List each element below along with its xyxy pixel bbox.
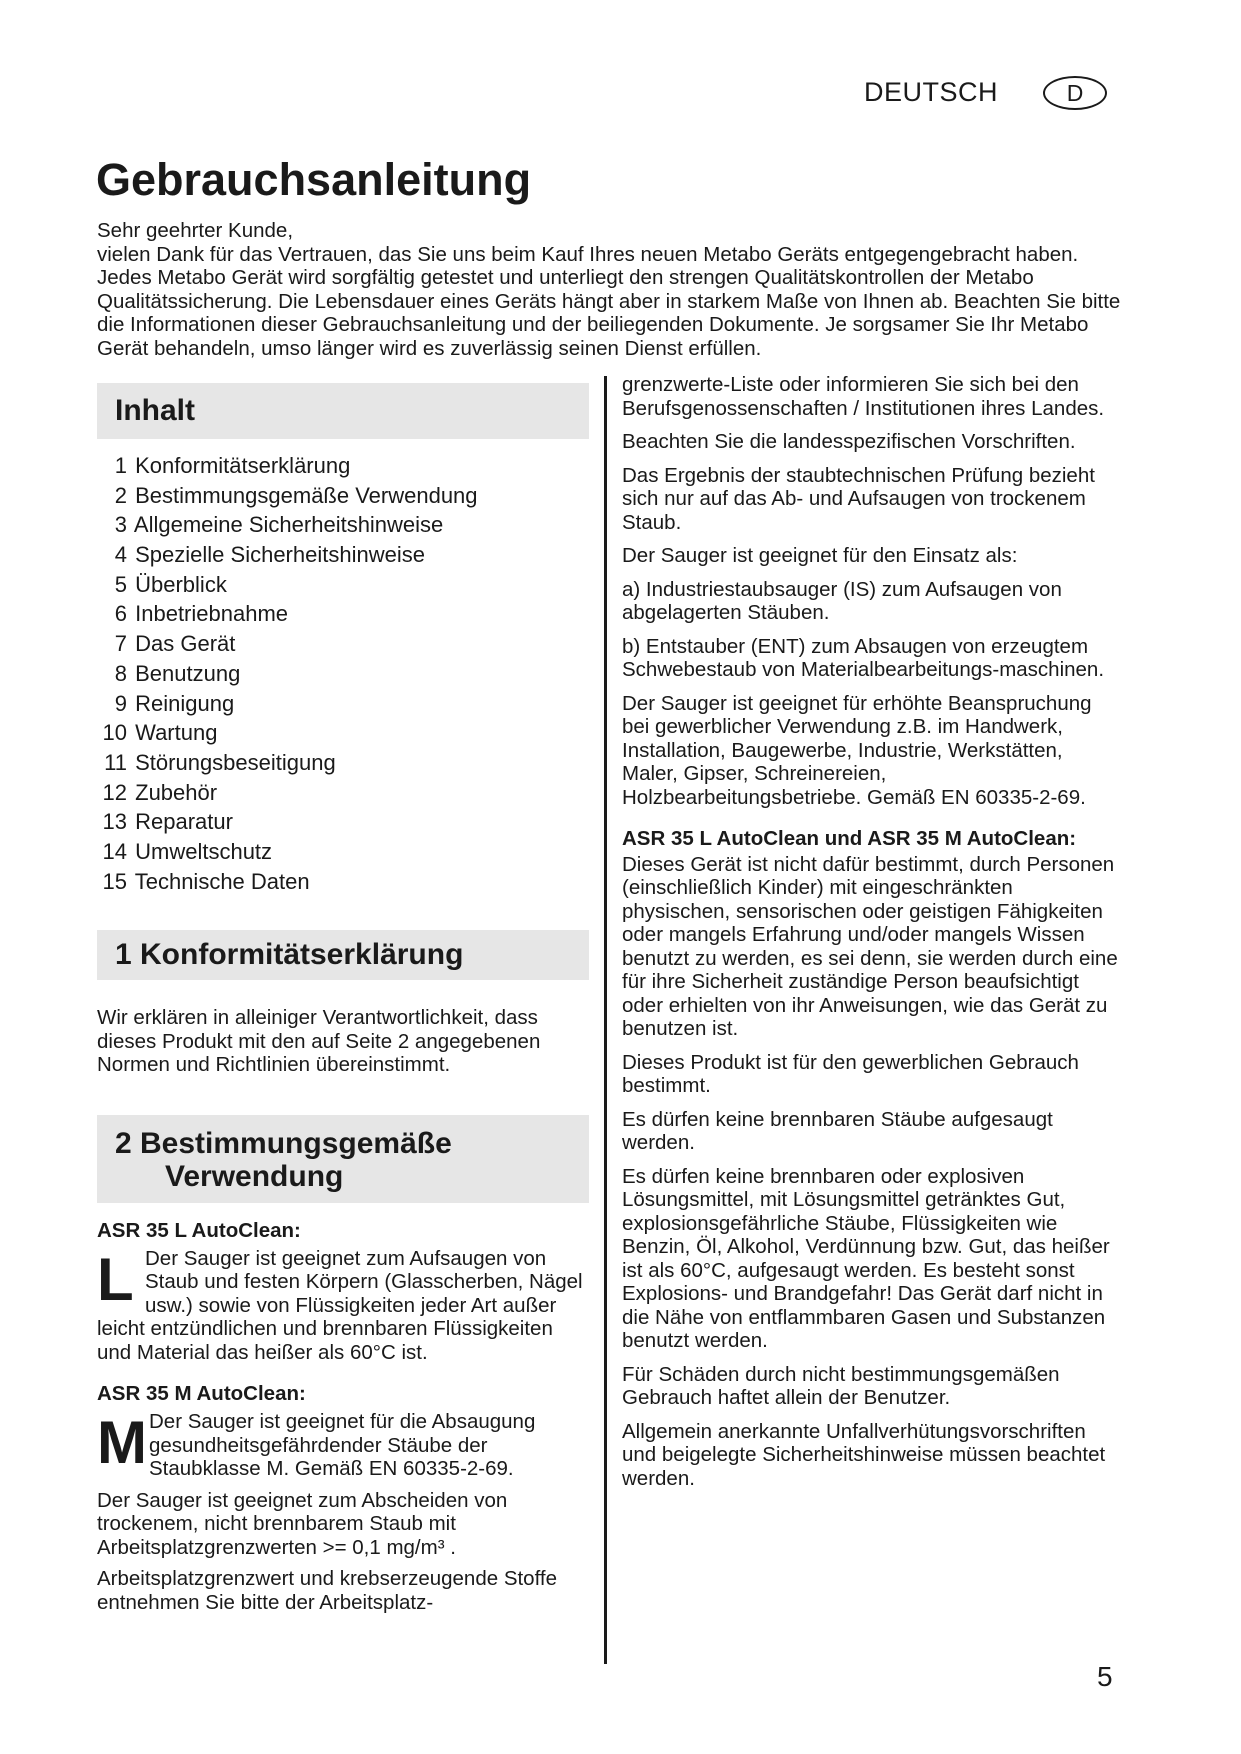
toc-item[interactable]: 1 Konformitätserklärung <box>114 453 351 478</box>
toc-item[interactable]: 11 Störungsbeseitigung <box>104 749 336 775</box>
paragraph: Allgemein anerkannte Unfallverhütungsvorschriften und beigelegte Sicherheitshinweise müssen beachtet werden. <box>622 1419 1106 1490</box>
paragraph: a) Industriestaubsauger (IS) zum Aufsaugen von abgelagerten Stäuben. <box>622 577 1062 624</box>
toc-item[interactable]: 7 Das Gerät <box>114 631 236 657</box>
toc-item[interactable]: 13 Reparatur <box>102 809 233 835</box>
toc-item[interactable]: 14 Umweltschutz <box>102 838 273 864</box>
asr-m-block <box>97 1410 589 1481</box>
toc-item[interactable]: 8 Benutzung <box>114 660 241 686</box>
paragraph: Der Sauger ist geeignet für den Einsatz als: <box>622 544 1018 567</box>
toc-item[interactable]: 6 Inbetriebnahme <box>114 601 289 627</box>
toc-item[interactable]: 2 Bestimmungsgemäße Verwendung <box>114 482 478 508</box>
paragraph: Es dürfen keine brennbaren oder explosiven Lösungsmittel, mit Lösungsmittel getränktes Gut, explosionsgefährliche Stäube, Flüssigkeiten wie Benzin, Öl, Alkohol, Verdünnung bzw. Gut, das heißer ist als 60°C, aufgesaugt werden. Es besteht sonst Explosions- und Brandgefahr! Das Gerät darf nicht in die Nähe von entflammbaren Gasen und Substanzen benutzt werden. <box>622 1164 1110 1352</box>
right-column <box>622 373 1122 1500</box>
toc-item[interactable]: 9 Reinigung <box>114 690 235 716</box>
subheading: ASR 35 L AutoClean und ASR 35 M AutoClean: <box>622 827 1077 850</box>
section-intended-use <box>97 1115 589 1615</box>
paragraph: grenzwerte-Liste oder informieren Sie sich bei den Berufsgenossenschaften / Institutionen ihres Landes. <box>622 373 1105 420</box>
intro-text <box>97 219 1127 360</box>
paragraph: Für Schäden durch nicht bestimmungsgemäßen Gebrauch haftet allein der Benutzer. <box>622 1362 1060 1409</box>
left-column <box>97 383 589 1614</box>
asr-l-block <box>97 1247 589 1365</box>
asr-l-title: ASR 35 L AutoClean: <box>97 1218 301 1242</box>
language-badge: D <box>1043 76 1107 110</box>
section-heading-line1: 2 Bestimmungsgemäße <box>115 1126 452 1160</box>
table-of-contents <box>97 451 589 896</box>
section-conformity <box>97 930 589 1077</box>
asr-l-text: Der Sauger ist geeignet zum Aufsaugen von Staub und festen Körpern (Glasscherben, Nägel usw.) sowie von Flüssigkeiten jeder Art außer leicht entzündlichen und brennbaren Flüssigkeiten und Material das heißer als 60°C ist. <box>97 1246 583 1364</box>
intro-body: vielen Dank für das Vertrauen, das Sie uns beim Kauf Ihres neuen Metabo Geräts entgegengebracht haben. Jedes Metabo Gerät wird sorgfältig getestet und unterliegt den strengen Qualitätskontrollen der Metabo Qualitätssicherung. Die Lebensdauer eines Geräts hängt aber in starkem Maße von Ihnen ab. Beachten Sie bitte die Informationen dieser Gebrauchsanleitung und der beiliegenden Dokumente. Je sorgsamer Sie Ihr Metabo Gerät behandeln, umso länger wird es zuverlässig seinen Dienst erfüllen. <box>97 242 1121 360</box>
column-divider <box>604 376 607 1664</box>
paragraph: Es dürfen keine brennbaren Stäube aufgesaugt werden. <box>622 1107 1053 1154</box>
dust-class-l-icon: L <box>97 1245 134 1313</box>
intro-greeting: Sehr geehrter Kunde, <box>97 219 294 242</box>
toc-item[interactable]: 4 Spezielle Sicherheitshinweise <box>114 542 425 568</box>
asr-m-title: ASR 35 M AutoClean: <box>97 1382 306 1406</box>
section-heading <box>97 1115 589 1203</box>
paragraph: Dieses Gerät ist nicht dafür bestimmt, durch Personen (einschließlich Kinder) mit eingeschränkten physischen, sensorischen oder geistigen Fähigkeiten oder mangels Erfahrung und/oder mangels Wissen benutzt zu werden, es sei denn, sie werden durch eine für ihre Sicherheit zuständige Person beaufsichtigt oder erhielten von ihr Anweisungen, wie das Gerät zu benutzen ist. <box>622 852 1118 1040</box>
separation-text: Der Sauger ist geeignet zum Abscheiden von trockenem, nicht brennbarem Staub mit Arbeitsplatzgrenzwerten >= 0,1 mg/m³ . <box>97 1488 508 1559</box>
toc-item[interactable]: 10 Wartung <box>102 720 218 746</box>
section-heading: 1 Konformitätserklärung <box>97 930 589 980</box>
toc-item[interactable]: 3 Allgemeine Sicherheitshinweise <box>114 512 444 538</box>
toc-heading: Inhalt <box>97 383 589 439</box>
conformity-text: Wir erklären in alleiniger Verantwortlichkeit, dass dieses Produkt mit den auf Seite 2 angegebenen Normen und Richtlinien übereinstimmt. <box>97 1006 541 1077</box>
asr-m-text: Der Sauger ist geeignet für die Absaugung gesundheitsgefährdender Stäube der Staubklasse M. Gemäß EN 60335-2-69. <box>149 1410 536 1481</box>
paragraph: Das Ergebnis der staubtechnischen Prüfung bezieht sich nur auf das Ab- und Aufsaugen von trockenem Staub. <box>622 463 1095 534</box>
limits-text: Arbeitsplatzgrenzwert und krebserzeugende Stoffe entnehmen Sie bitte der Arbeitsplatz- <box>97 1567 558 1614</box>
paragraph: b) Entstauber (ENT) zum Absaugen von erzeugtem Schwebestaub von Materialbearbeitungs-maschinen. <box>622 634 1105 681</box>
toc-item[interactable]: 12 Zubehör <box>102 779 218 805</box>
paragraph: Der Sauger ist geeignet für erhöhte Beanspruchung bei gewerblicher Verwendung z.B. im Handwerk, Installation, Baugewerbe, Industrie, Werkstätten, Maler, Gipser, Schreinereien, Holzbearbeitungsbetriebe. Gemäß EN 60335-2-69. <box>622 691 1092 809</box>
paragraph: Dieses Produkt ist für den gewerblichen Gebrauch bestimmt. <box>622 1050 1079 1097</box>
language-label: DEUTSCH <box>864 77 999 107</box>
toc-item[interactable]: 15 Technische Daten <box>102 868 310 894</box>
page-number: 5 <box>1097 1661 1113 1692</box>
dust-class-m-icon: M <box>97 1410 147 1477</box>
toc-item[interactable]: 5 Überblick <box>114 571 227 597</box>
paragraph: Beachten Sie die landesspezifischen Vorschriften. <box>622 430 1076 453</box>
section-heading-line2: Verwendung <box>165 1159 344 1193</box>
page-title: Gebrauchsanleitung <box>96 154 532 205</box>
